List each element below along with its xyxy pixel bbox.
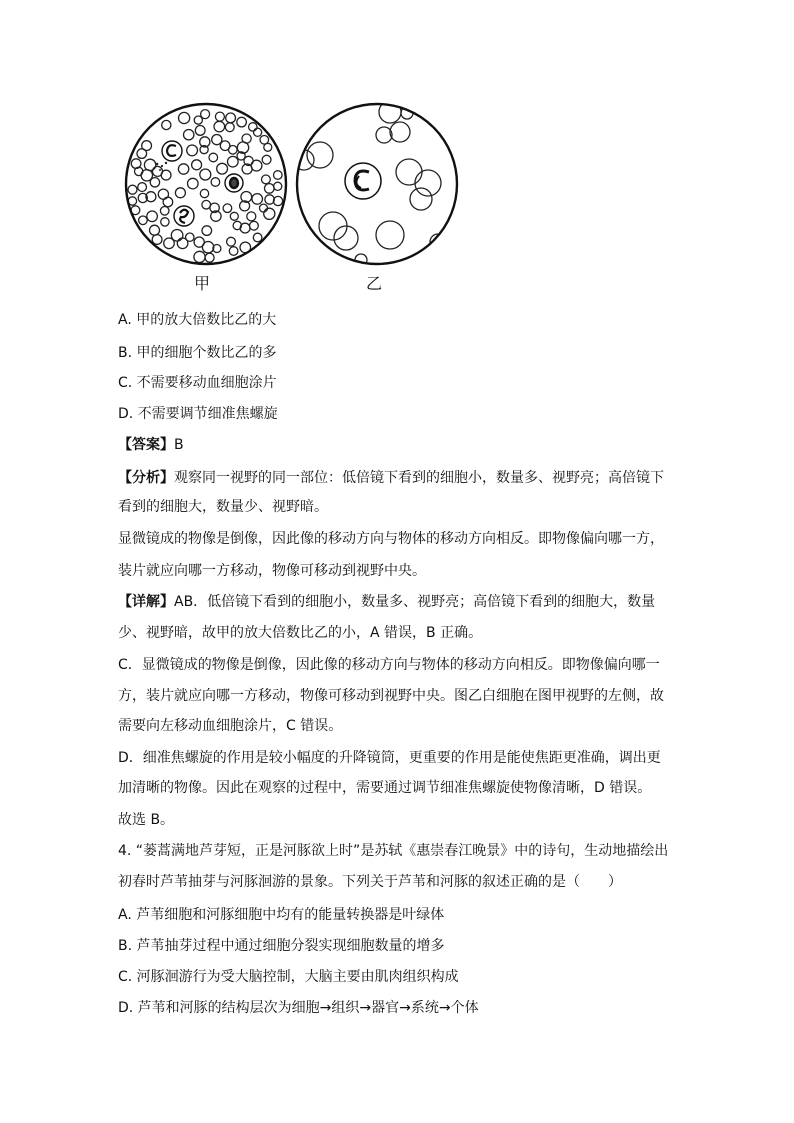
red-blood-cell	[227, 237, 236, 246]
red-blood-cell	[202, 242, 213, 253]
red-blood-cell	[265, 184, 275, 194]
detail-line-8: 故选 B。	[118, 812, 175, 828]
detail-text-1: AB．低倍镜下看到的细胞小，数量多、视野亮；高倍镜下看到的细胞大，数量	[174, 594, 656, 610]
answer-value: B	[174, 437, 184, 453]
red-blood-cell	[177, 238, 188, 249]
q3-option-d: D. 不需要调节细准焦螺旋	[118, 406, 278, 422]
red-blood-cell	[274, 182, 282, 190]
q4-option-c: C. 河豚洄游行为受大脑控制，大脑主要由肌肉组织构成	[118, 969, 459, 985]
red-blood-cell	[247, 212, 256, 221]
q4-option-b: B. 芦苇抽芽过程中通过细胞分裂实现细胞数量的增多	[118, 938, 445, 954]
red-blood-cell	[209, 153, 218, 162]
red-blood-cell	[249, 123, 257, 131]
q3-option-b: B. 甲的细胞个数比乙的多	[118, 345, 277, 361]
figure-label-yi: 乙	[366, 274, 383, 293]
red-blood-cell	[139, 216, 148, 225]
red-blood-cell	[162, 120, 171, 129]
red-blood-cell	[237, 117, 247, 127]
analysis-text-1: 观察同一视野的同一部位：低倍镜下看到的细胞小，数量多、视野亮；高倍镜下	[174, 470, 664, 486]
red-blood-cell	[274, 171, 283, 180]
red-blood-cell	[158, 189, 168, 199]
jia-red-blood-cells	[128, 110, 283, 263]
q3-answer-line	[118, 435, 184, 455]
red-blood-cell	[187, 145, 198, 156]
red-blood-cell	[147, 211, 158, 222]
red-blood-cell	[252, 194, 263, 205]
red-blood-cell	[161, 218, 169, 226]
red-blood-cell	[254, 128, 262, 136]
field-jia	[126, 104, 286, 264]
q3-option-c: C. 不需要移动血细胞涂片	[118, 375, 277, 391]
analysis-line-4: 装片就应向哪一方移动，物像可移动到视野中央。	[118, 563, 426, 579]
detail-line-1	[118, 592, 655, 612]
microscope-figure	[0, 0, 794, 300]
figure-label-jia: 甲	[194, 274, 211, 293]
red-blood-cell	[265, 195, 274, 204]
red-blood-cell	[184, 130, 194, 140]
q4-option-d: D. 芦苇和河豚的结构层次为细胞→组织→器官→系统→个体	[118, 1000, 479, 1016]
answer-tag: 【答案】	[118, 437, 174, 453]
red-blood-cell	[242, 134, 251, 143]
red-blood-cell	[202, 226, 212, 236]
red-blood-cell	[144, 159, 155, 170]
detail-line-4: 方，装片就应向哪一方移动，物像可移动到视野中央。图乙白细胞在图甲视野的左侧，故	[118, 688, 664, 704]
detail-line-2: 少、视野暗，故甲的放大倍数比乙的小，A 错误，B 正确。	[118, 625, 483, 641]
red-blood-cell	[164, 238, 175, 249]
red-blood-cell	[260, 136, 269, 145]
red-blood-cell	[195, 125, 205, 135]
red-blood-cell	[194, 251, 205, 262]
red-blood-cell	[178, 164, 188, 174]
analysis-tag: 【分析】	[118, 470, 174, 486]
detail-line-7: 加清晰的物像。因此在观察的过程中，需要通过调节细准焦螺旋使物像清晰，D 错误。	[118, 780, 652, 796]
red-blood-cell	[262, 155, 271, 164]
red-blood-cell	[223, 204, 232, 213]
red-blood-cell	[138, 183, 147, 192]
red-blood-cell	[192, 160, 202, 170]
detail-line-3: C．显微镜成的物像是倒像，因此像的移动方向与物体的移动方向相反。即物像偏向哪一	[118, 657, 660, 673]
red-blood-cell	[229, 247, 238, 256]
red-blood-cell	[200, 169, 211, 180]
red-blood-cell	[228, 156, 239, 167]
jia-white-blood-cell-2	[225, 174, 243, 192]
analysis-line-3: 显微镜成的物像是倒像，因此像的移动方向与物体的移动方向相反。即物像偏向哪一方，	[118, 531, 664, 547]
red-blood-cell	[230, 212, 238, 220]
red-blood-cell	[226, 113, 236, 123]
red-blood-cell	[273, 196, 282, 205]
red-blood-cell	[135, 167, 143, 175]
red-blood-cell	[188, 178, 199, 189]
red-blood-cell	[253, 233, 262, 242]
red-blood-cell	[250, 221, 259, 230]
analysis-line-1	[118, 468, 664, 488]
red-blood-cell	[202, 200, 211, 209]
detail-line-6: D．细准焦螺旋的作用是较小幅度的升降镜筒，更重要的作用是能使焦距更准确，调出更	[118, 750, 661, 766]
jia-white-blood-cell-3	[174, 206, 194, 226]
q4-stem-line-2: 初春时芦苇抽芽与河豚洄游的景象。下列关于芦苇和河豚的叙述正确的是（ ）	[118, 874, 622, 890]
red-blood-cell	[217, 163, 228, 174]
red-blood-cell	[211, 178, 220, 187]
red-blood-cell	[150, 225, 160, 235]
microscope-fields-drawing	[0, 0, 794, 300]
red-blood-cell	[260, 204, 268, 212]
red-blood-cell	[262, 175, 271, 184]
red-blood-cell	[142, 141, 152, 151]
red-blood-cell	[200, 189, 208, 197]
q4-stem-line-1: 4. “蒌蒿满地芦芽短，正是河豚欲上时”是苏轼《惠崇春江晚景》中的诗句，生动地描绘出	[118, 843, 669, 859]
red-blood-cell	[153, 166, 163, 176]
red-blood-cell	[160, 207, 169, 216]
red-blood-cell	[201, 110, 210, 119]
detail-tag: 【详解】	[118, 594, 174, 610]
jia-white-blood-cell-1	[162, 141, 182, 161]
red-blood-cell	[264, 208, 275, 219]
red-blood-cell	[220, 141, 230, 151]
red-blood-cell	[205, 253, 214, 262]
yi-white-blood-cell	[345, 163, 381, 199]
red-blood-cell	[215, 112, 224, 121]
analysis-line-2: 看到的细胞大，数量少、视野暗。	[118, 499, 328, 515]
red-blood-cell	[225, 123, 234, 132]
red-blood-cell	[214, 121, 225, 132]
red-blood-cell	[128, 185, 137, 194]
red-blood-cell	[150, 178, 159, 187]
q3-option-a: A. 甲的放大倍数比乙的大	[118, 312, 277, 328]
red-blood-cell	[179, 112, 190, 123]
red-blood-cell	[175, 188, 185, 198]
detail-line-5: 需要向左移动血细胞涂片，C 错误。	[118, 718, 343, 734]
field-yi	[294, 101, 457, 266]
q4-option-a: A. 芦苇细胞和河豚细胞中均有的能量转换器是叶绿体	[118, 907, 445, 923]
